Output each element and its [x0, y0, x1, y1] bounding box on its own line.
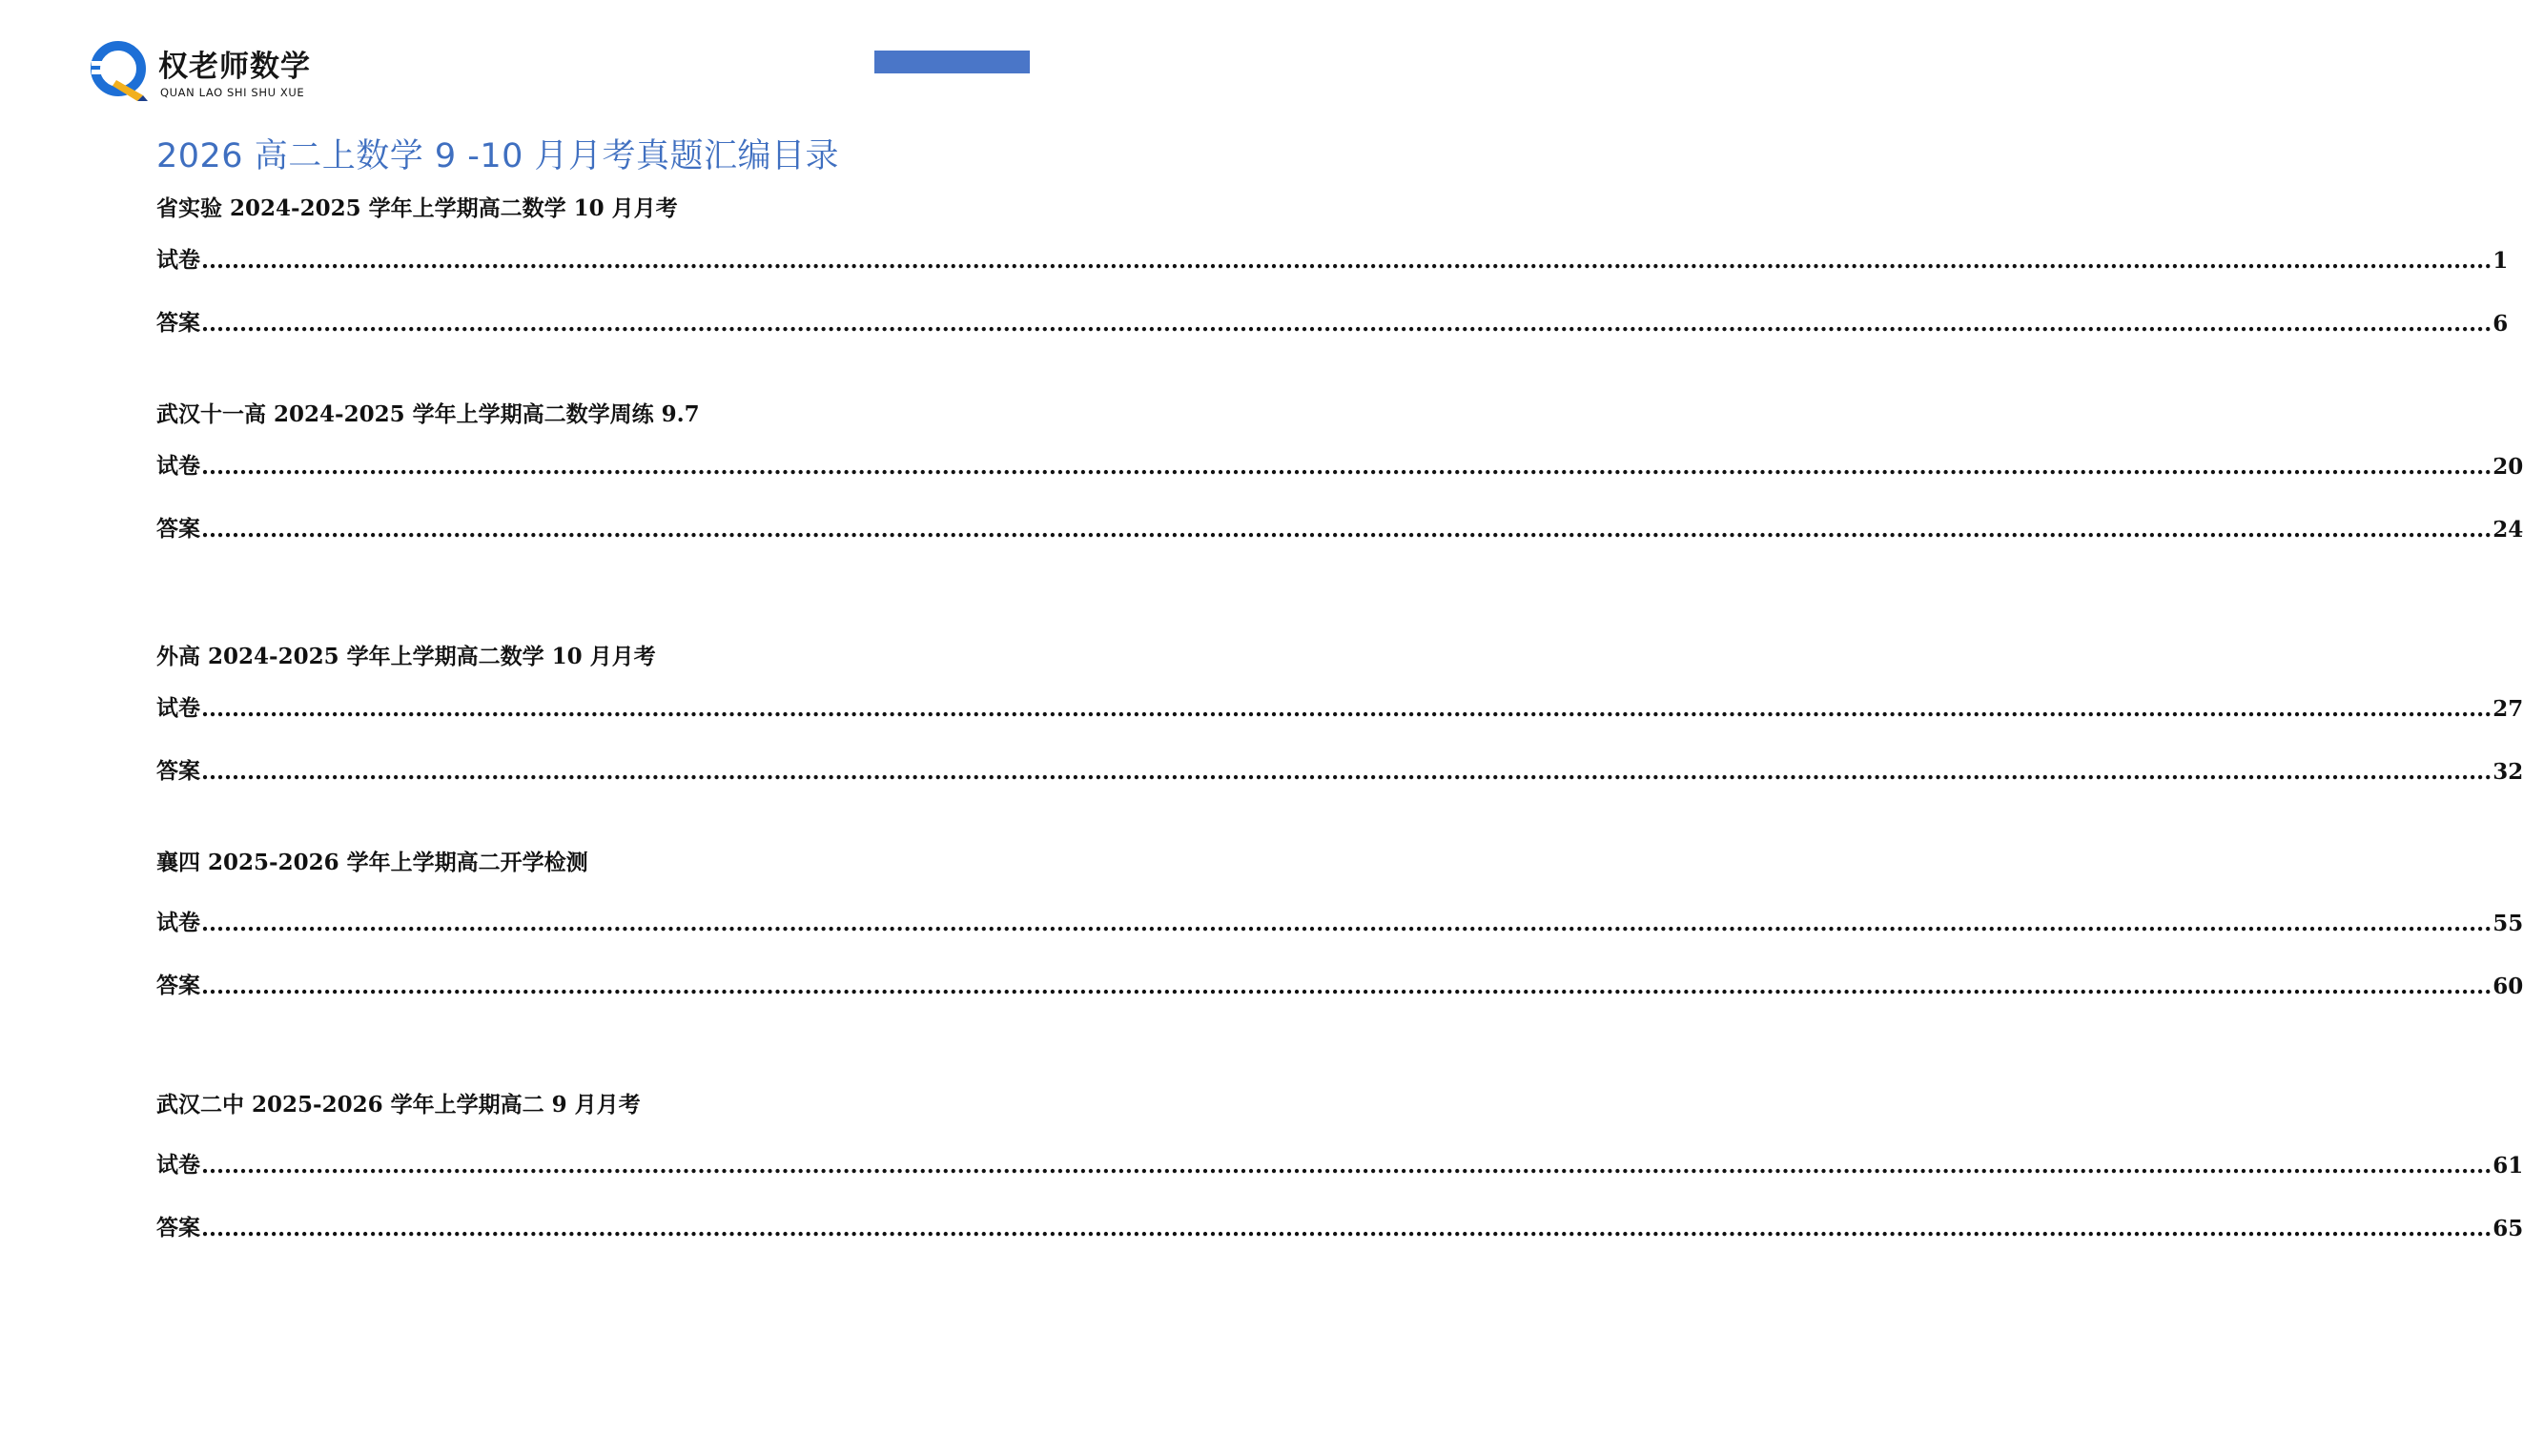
section-title: 武汉二中 2025-2026 学年上学期高二 9 月月考: [156, 1092, 641, 1118]
toc-page-number: 6: [2492, 311, 2509, 337]
toc-page-number: 61: [2492, 1153, 2523, 1179]
toc-page-number: 65: [2492, 1216, 2523, 1241]
toc-dot-leader: ............................................................................................................................................................................................................................................................................................................: [201, 311, 2492, 337]
toc-entry[interactable]: [156, 449, 2523, 480]
brand-name-en: QUAN LAO SHI SHU XUE: [160, 86, 305, 99]
section-title: 外高 2024-2025 学年上学期高二数学 10 月月考: [156, 644, 656, 669]
section-title: 襄四 2025-2026 学年上学期高二开学检测: [156, 850, 588, 875]
toc-entry-label: 答案: [156, 1215, 200, 1241]
toc-page-number: 60: [2492, 974, 2523, 999]
toc-entry[interactable]: [156, 906, 2523, 936]
toc-page-number: 32: [2492, 759, 2523, 785]
toc-entry[interactable]: [156, 754, 2523, 785]
toc-dot-leader: ............................................................................................................................................................................................................................................................................................................: [201, 1216, 2492, 1241]
toc-entry-label: 试卷: [156, 453, 200, 479]
toc-entry-label: 试卷: [156, 695, 200, 721]
toc-dot-leader: ............................................................................................................................................................................................................................................................................................................: [201, 248, 2492, 274]
toc-entry[interactable]: [156, 969, 2523, 999]
brand-logo: [88, 38, 336, 107]
header-accent-bar: [874, 51, 1030, 73]
section-title: 省实验 2024-2025 学年上学期高二数学 10 月月考: [156, 195, 678, 221]
toc-page-number: 24: [2492, 517, 2523, 543]
toc-entry-label: 试卷: [156, 910, 200, 935]
toc-entry[interactable]: [156, 691, 2523, 722]
toc-entry[interactable]: [156, 1148, 2523, 1179]
toc-page-number: 27: [2492, 696, 2523, 722]
toc-dot-leader: ............................................................................................................................................................................................................................................................................................................: [201, 911, 2492, 936]
toc-entry[interactable]: [156, 306, 2509, 337]
toc-entry-label: 答案: [156, 758, 200, 784]
toc-dot-leader: ............................................................................................................................................................................................................................................................................................................: [201, 759, 2492, 785]
toc-entry-label: 答案: [156, 973, 200, 998]
toc-entry-label: 试卷: [156, 247, 200, 273]
toc-dot-leader: ............................................................................................................................................................................................................................................................................................................: [201, 974, 2492, 999]
toc-entry-label: 试卷: [156, 1152, 200, 1178]
document-title: 2026 高二上数学 9 -10 月月考真题汇编目录: [156, 137, 840, 175]
toc-entry[interactable]: [156, 1211, 2523, 1241]
toc-page-number: 1: [2492, 248, 2509, 274]
toc-entry[interactable]: [156, 512, 2523, 543]
brand-name-cn: 权老师数学: [158, 50, 311, 84]
toc-dot-leader: ............................................................................................................................................................................................................................................................................................................: [201, 1153, 2492, 1179]
toc-entry[interactable]: [156, 243, 2509, 274]
toc-page-number: 20: [2492, 454, 2523, 480]
section-title: 武汉十一高 2024-2025 学年上学期高二数学周练 9.7: [156, 401, 700, 427]
q-pen-logo-icon: [88, 38, 151, 103]
toc-dot-leader: ............................................................................................................................................................................................................................................................................................................: [201, 454, 2492, 480]
toc-dot-leader: ............................................................................................................................................................................................................................................................................................................: [201, 517, 2492, 543]
toc-entry-label: 答案: [156, 516, 200, 542]
toc-page-number: 55: [2492, 911, 2523, 936]
toc-entry-label: 答案: [156, 310, 200, 336]
toc-dot-leader: ............................................................................................................................................................................................................................................................................................................: [201, 696, 2492, 722]
